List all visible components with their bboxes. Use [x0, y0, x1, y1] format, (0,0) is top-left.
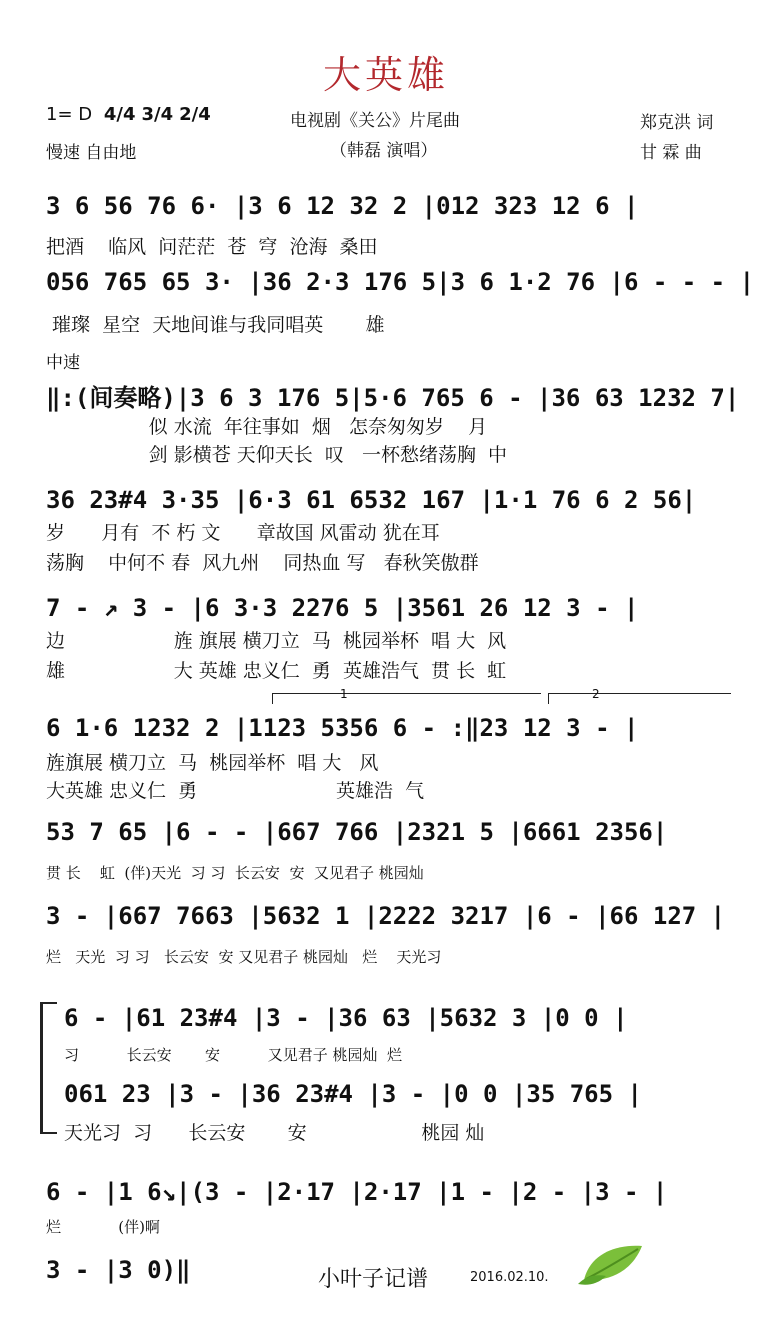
time-signature: 3/4	[141, 104, 174, 125]
leaf-icon	[576, 1240, 646, 1290]
tempo-main: 中速	[46, 353, 80, 373]
tempo-intro: 慢速 自由地	[46, 143, 137, 163]
lyric-line: 璀璨 星空 天地间谁与我同唱英 雄	[46, 314, 385, 336]
notation-row: 7 - ↗ 3 - |6 3·3 2276 5 |3561 26 12 3 - |	[46, 594, 639, 622]
lyric-line: 天光习 习 长云安 安 桃园 灿	[64, 1122, 485, 1144]
lyric-line: 烂 (伴)啊	[46, 1218, 160, 1236]
song-title: 大英雄	[322, 53, 449, 97]
lyric-line: 岁 月有 不 朽 文 章故国 风雷动 犹在耳	[46, 522, 440, 544]
second-ending-number: 2	[592, 687, 600, 701]
notation-row: 6 - |61 23#4 |3 - |36 63 |5632 3 |0 0 |	[64, 1004, 628, 1032]
notation-row: ‖:(间奏略)|3 6 3 176 5|5·6 765 6 - |36 63 1232 7|	[46, 384, 740, 412]
notation-row: 3 - |3 0)‖	[46, 1256, 191, 1284]
transcriber-signature: 小叶子记谱	[318, 1267, 429, 1292]
lyric-line: 烂 天光 习 习 长云安 安 又见君子 桃园灿 烂 天光习	[46, 948, 442, 966]
lyric-line: 旌旗展 横刀立 马 桃园举杯 唱 大 风	[46, 752, 379, 774]
performer: （韩磊 演唱）	[330, 141, 438, 161]
notation-row: 53 7 65 |6 - - |667 766 |2321 5 |6661 2356|	[46, 818, 668, 846]
lyric-line: 把酒 临风 问茫茫 苍 穹 沧海 桑田	[46, 236, 378, 258]
notation-row: 6 - |1 6↘|(3 - |2·17 |2·17 |1 - |2 - |3 - |	[46, 1178, 668, 1206]
key-signature-text: 1= D	[46, 104, 93, 125]
lyric-line: 剑 影横苍 天仰天长 叹 一杯愁绪荡胸 中	[46, 444, 508, 466]
lyric-line: 荡胸 中何不 春 风九州 同热血 写 春秋笑傲群	[46, 552, 479, 574]
time-signature: 4/4	[103, 104, 136, 125]
composer: 甘 霖 曲	[640, 143, 702, 163]
key-signature	[46, 104, 217, 125]
lyric-line: 似 水流 年往事如 烟 怎奈匆匆岁 月	[46, 416, 488, 438]
lyric-line: 雄 大 英雄 忠义仁 勇 英雄浩气 贯 长 虹	[46, 660, 507, 682]
lyric-line: 习 长云安 安 又见君子 桃园灿 烂	[64, 1046, 403, 1064]
notation-row: 061 23 |3 - |36 23#4 |3 - |0 0 |35 765 |	[64, 1080, 642, 1108]
lyricist: 郑克洪 词	[640, 113, 714, 133]
part-brace	[40, 1002, 57, 1134]
first-ending-number: 1	[340, 687, 348, 701]
lyric-line: 边 旌 旗展 横刀立 马 桃园举杯 唱 大 风	[46, 630, 507, 652]
notation-row: 6 1·6 1232 2 |1123 5356 6 - :‖23 12 3 - |	[46, 714, 639, 742]
notation-row: 3 - |667 7663 |5632 1 |2222 3217 |6 - |66 127 |	[46, 902, 726, 930]
notation-row: 056 765 65 3· |36 2·3 176 5|3 6 1·2 76 |6 - - - |	[46, 268, 755, 296]
second-ending-bracket	[548, 693, 731, 704]
first-ending-bracket	[272, 693, 541, 704]
notation-row: 36 23#4 3·35 |6·3 61 6532 167 |1·1 76 6 2 56|	[46, 486, 697, 514]
notation-row: 3 6 56 76 6· |3 6 12 32 2 |012 323 12 6 |	[46, 192, 639, 220]
transcription-date: 2016.02.10.	[470, 1270, 549, 1285]
time-signatures	[104, 104, 217, 125]
lyric-line: 大英雄 忠义仁 勇 英雄浩 气	[46, 780, 425, 802]
lyric-line: 贯 长 虹 (伴)天光 习 习 长云安 安 又见君子 桃园灿	[46, 864, 424, 882]
song-source: 电视剧《关公》片尾曲	[290, 111, 460, 131]
time-signature: 2/4	[179, 104, 211, 125]
